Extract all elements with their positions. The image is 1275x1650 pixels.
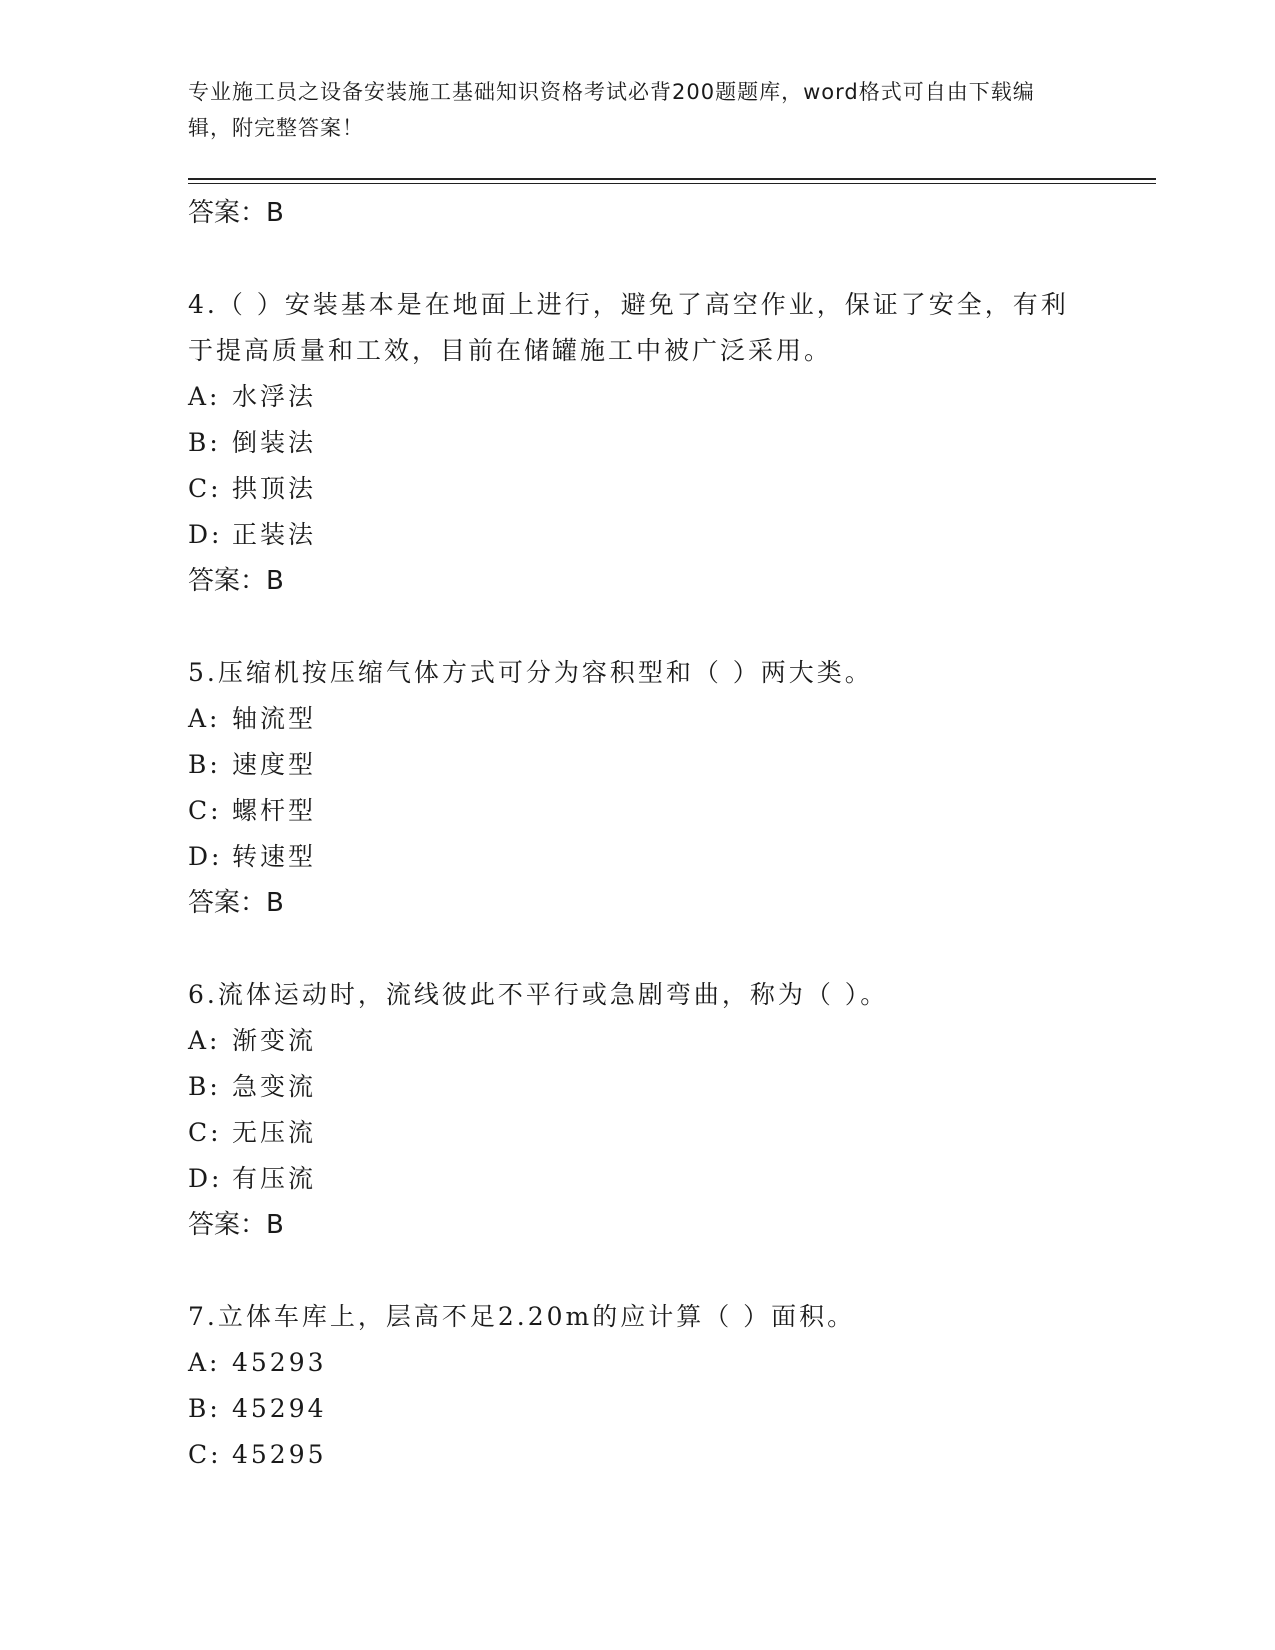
- option-text: 拱顶法: [232, 474, 317, 503]
- option-c: [188, 1432, 1088, 1478]
- option-b: [188, 742, 1088, 788]
- answer-label: 答案：B: [188, 1210, 284, 1240]
- option-text: 无压流: [232, 1118, 317, 1147]
- option-text: 转速型: [232, 842, 317, 871]
- option-letter: C:: [188, 1118, 222, 1147]
- option-text: 水浮法: [232, 382, 317, 411]
- option-text: 有压流: [232, 1164, 317, 1193]
- option-text: 渐变流: [232, 1026, 317, 1055]
- question-text: 5.压缩机按压缩气体方式可分为容积型和（ ）两大类。: [188, 658, 873, 687]
- option-letter: D:: [188, 520, 223, 549]
- option-letter: D:: [188, 1164, 223, 1193]
- option-c: [188, 1110, 1088, 1156]
- page-header: 专业施工员之设备安装施工基础知识资格考试必背200题题库，word格式可自由下载编辑，附完整答案！: [188, 80, 1035, 140]
- option-letter: A:: [188, 1348, 221, 1377]
- question-text: 6.流体运动时，流线彼此不平行或急剧弯曲，称为（ ）。: [188, 980, 889, 1009]
- answer-label: 答案：B: [188, 198, 284, 228]
- option-a: [188, 374, 1088, 420]
- option-letter: A:: [188, 704, 221, 733]
- option-text: 急变流: [232, 1072, 317, 1101]
- option-letter: D:: [188, 842, 223, 871]
- option-letter: B:: [188, 1394, 221, 1423]
- option-b: [188, 1064, 1088, 1110]
- option-letter: C:: [188, 796, 222, 825]
- header-divider-thick: [188, 178, 1156, 180]
- option-text: 速度型: [232, 750, 317, 779]
- question-list: [188, 190, 1088, 1478]
- option-letter: A:: [188, 1026, 221, 1055]
- option-a: [188, 696, 1088, 742]
- header-divider-thin: [188, 183, 1156, 184]
- option-c: [188, 466, 1088, 512]
- answer-label: 答案：B: [188, 888, 284, 918]
- option-c: [188, 788, 1088, 834]
- option-d: [188, 1156, 1088, 1202]
- option-text: 45295: [232, 1440, 327, 1469]
- option-letter: B:: [188, 428, 221, 457]
- option-d: [188, 512, 1088, 558]
- option-text: 正装法: [232, 520, 317, 549]
- option-letter: C:: [188, 474, 222, 503]
- option-a: [188, 1018, 1088, 1064]
- option-text: 轴流型: [232, 704, 317, 733]
- answer-label: 答案：B: [188, 566, 284, 596]
- option-a: [188, 1340, 1088, 1386]
- question-text: 4.（ ）安装基本是在地面上进行，避免了高空作业，保证了安全，有利于提高质量和工效，目前在储罐施工中被广泛采用。: [188, 290, 1069, 365]
- option-text: 倒装法: [232, 428, 317, 457]
- option-text: 45294: [232, 1394, 327, 1423]
- option-letter: A:: [188, 382, 221, 411]
- option-b: [188, 420, 1088, 466]
- option-d: [188, 834, 1088, 880]
- option-b: [188, 1386, 1088, 1432]
- option-text: 45293: [232, 1348, 327, 1377]
- option-letter: B:: [188, 750, 221, 779]
- option-letter: B:: [188, 1072, 221, 1101]
- option-letter: C:: [188, 1440, 222, 1469]
- question-text: 7.立体车库上，层高不足2.20m的应计算（ ）面积。: [188, 1302, 856, 1331]
- option-text: 螺杆型: [232, 796, 317, 825]
